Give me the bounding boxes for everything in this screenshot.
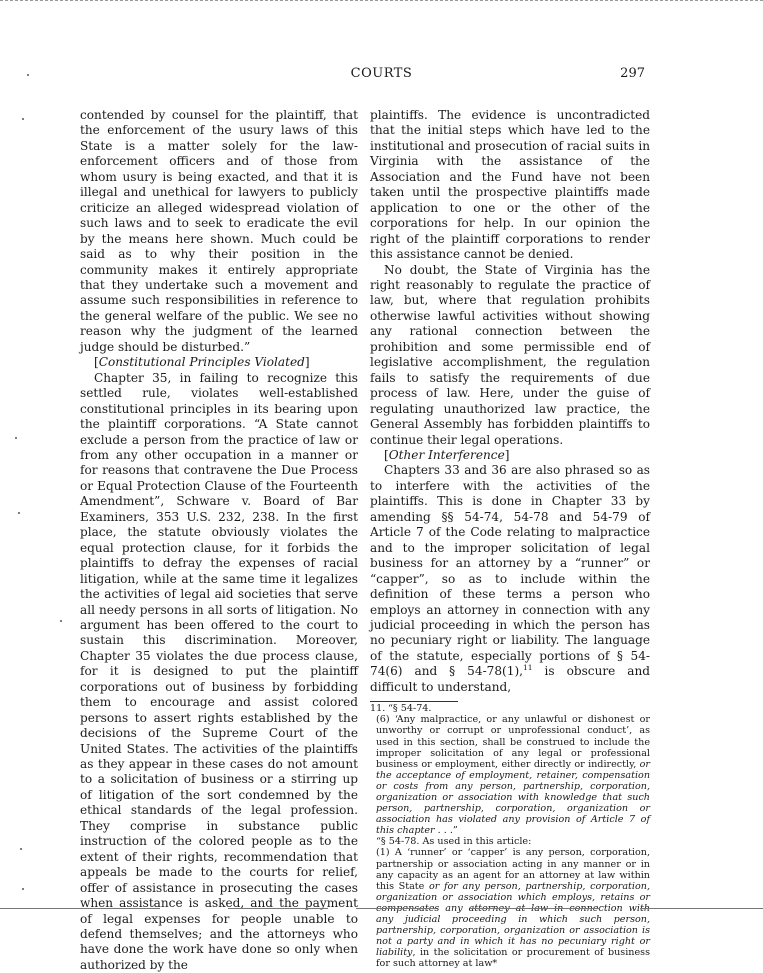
scan-speck xyxy=(22,118,24,120)
scan-speck xyxy=(60,620,62,622)
bottom-scan-rule xyxy=(0,908,160,909)
right-paragraph-2: No doubt, the State of Virginia has the right reasonably to regulate the practice of law, but, where that regulation prohibits otherwise lawful activities without showing any rational connection between the prohibition and some permissible end of legislative accomplishment, the regulation fails to satisfy the requirements of due process of law. Here, under the guise of regulating unauthorized law practice, the General Assembly has forbidden plaintiffs to continue their legal operations. xyxy=(370,262,650,447)
right-column xyxy=(370,108,650,969)
running-header-title: COURTS xyxy=(350,66,413,81)
footnote-subsection-1: (1) A ‘runner’ or ‘capper’ is any person, corporation, partnership or association acting in any manner or in any capacity as an agent for an attorney at law within this State or for any person, partnership, corporation, organization or association which employs, retains or compensates any attorney at law in connection with any judicial proceeding in which such person, partnership, corporation, organization or association is not a party and in which it has no pecuniary right or liability, in the solicitation or procurement of business for such attorney at law* xyxy=(376,847,650,970)
left-paragraph-1: contended by counsel for the plaintiff, that the enforcement of the usury laws of this State is a matter solely for the law-enforcement officers and of those from whom usury is being exacted, and that it is illegal and unethical for lawyers to publicly criticize an alleged widespread violation of such laws and to seek to eradicate the evil by the means here shown. Much could be said as to why their position in the community makes it entirely appropriate that they undertake such a movement and assume such responsibilities in reference to the general welfare of the public. We see no reason why the judgment of the learned judge should be disturbed.” xyxy=(80,108,358,354)
right-paragraph-3: Chapters 33 and 36 are also phrased so as to interfere with the activities of the plaintiffs. This is done in Chapter 33 by amending §§ 54-74, 54-78 and 54-79 of Article 7 of the Code relating to malpractice and to the improper solicitation of legal business for an attorney by a “runner” or “capper”, so as to include within the definition of these terms a person who employs an attorney in connection with any judicial proceeding in which the person has no pecuniary right or liability. The language of the statute, especially portions of § 54-74(6) and § 54-78(1),$^{11}$ is obscure and difficult to understand, xyxy=(370,463,650,694)
scan-speck xyxy=(22,888,24,890)
bottom-scan-rule xyxy=(356,908,436,909)
footnote-mark: 11. xyxy=(370,703,386,715)
scan-speck xyxy=(18,512,20,514)
top-border-rule xyxy=(0,0,763,1)
section-heading-text: Other Interference xyxy=(388,447,505,462)
bottom-scan-rule xyxy=(640,908,763,909)
page-number: 297 xyxy=(620,66,645,81)
scan-speck xyxy=(15,437,17,439)
left-column xyxy=(80,108,358,973)
bottom-scan-rule xyxy=(228,908,328,909)
footnote-header-line: 11. “§ 54-74. xyxy=(370,703,432,715)
footnote-11 xyxy=(370,703,650,969)
footnote-divider xyxy=(370,701,458,702)
footnote-subsection-6: (6) ‘Any malpractice, or any unlawful or dishonest or unworthy or corrupt or unprofessional conduct’, as used in this section, shall be construed to include the improper solicitation of any legal or professional business or employment, either directly or indirectly, or the acceptance of employment, retainer, compensation or costs from any person, partnership, corporation, organization or association with knowledge that such person, partnership, corporation, organization or association has violated any provision of Article 7 of this chapter . . .” xyxy=(376,714,650,837)
section-heading-text: Constitutional Principles Violated xyxy=(98,355,305,370)
right-paragraph-1: plaintiffs. The evidence is uncontradicted that the initial steps which have led to the institutional and prosecution of racial suits in Virginia with the assistance of the Association and the Fund have not been taken until the prospective plaintiffs made application to one or the other of the corporations for help. In our opinion the right of the plaintiff corporations to render this assistance cannot be denied. xyxy=(370,108,650,262)
left-paragraph-2: Chapter 35, in failing to recognize this settled rule, violates well-established constitutional principles in its bearing upon the plaintiff corporations. “A State cannot exclude a person from the practice of law or from any other occupation in a manner or for reasons that contravene the Due Process or Equal Protection Clause of the Fourteenth Amendment”, Schware v. Board of Bar Examiners, 353 U.S. 232, 238. In the first place, the statute obviously violates the equal protection clause, for it forbids the plaintiffs to defray the expenses of racial litigation, while at the same time it legalizes the activities of legal aid societies that serve all needy persons in all sorts of litigation. No argument has been offered to the court to sustain this discrimination. Moreover, Chapter 35 violates the due process clause, for it is designed to put the plaintiff corporations out of business by forbidding them to encourage and assist colored persons to assert rights established by the decisions of the Supreme Court of the United States. The activities of the plaintiffs as they appear in these cases do not amount to a solicitation of business or a stirring up of litigation of the sort condemned by the ethical standards of the legal profession. They comprise in substance public instruction of the colored people as to the extent of their rights, recommendation that appeals be made to the courts for relief, offer of assistance in prosecuting the cases when assistance is asked, and the payment of legal expenses for people unable to defend themselves; and the attorneys who have done the work have done so only when authorized by the xyxy=(80,370,358,972)
footnote-section-54-78: “§ 54-78. As used in this article: xyxy=(376,836,532,848)
section-heading-constitutional: [Constitutional Principles Violated] xyxy=(94,355,310,370)
bottom-scan-rule xyxy=(470,908,600,909)
scan-speck xyxy=(20,848,22,850)
section-heading-other-interference: [Other Interference] xyxy=(384,447,510,462)
scan-speck xyxy=(27,74,29,76)
footnote-reference: 11 xyxy=(523,663,533,673)
